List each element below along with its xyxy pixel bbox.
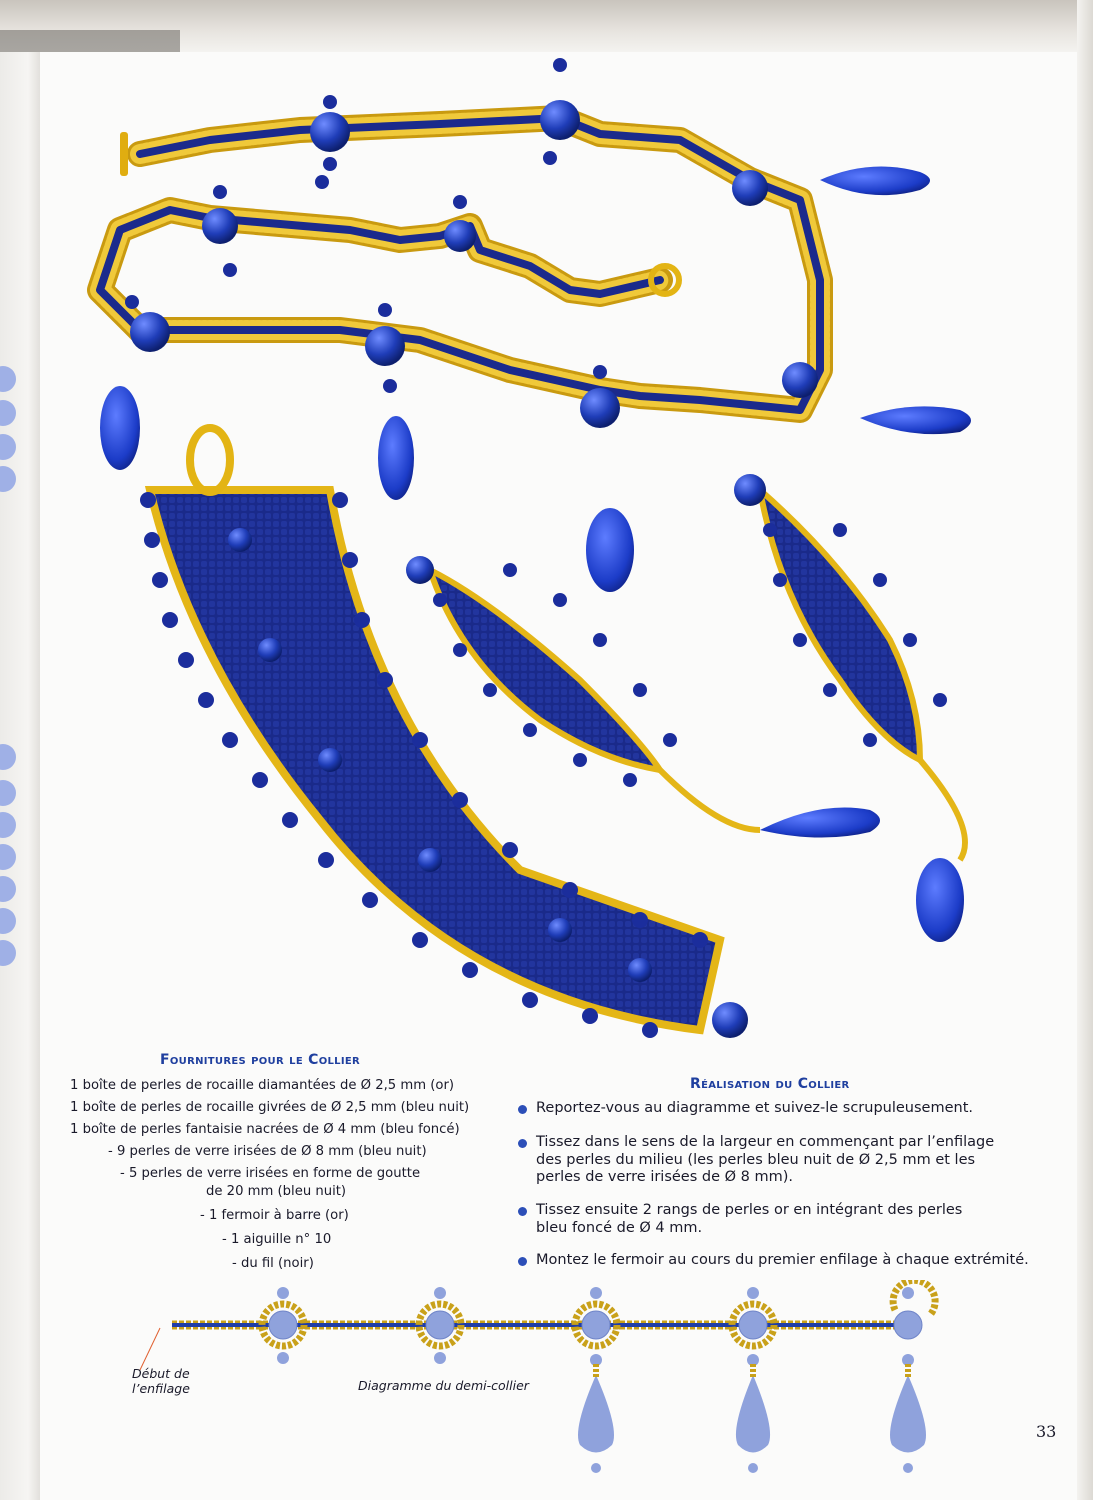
- supply-item: 1 boîte de perles de rocaille diamantées de Ø 2,5 mm (or): [70, 1078, 455, 1093]
- supply-item: - 1 aiguille n° 10: [222, 1232, 332, 1247]
- supply-item: 1 boîte de perles de rocaille givrées de Ø 2,5 mm (bleu nuit): [70, 1100, 470, 1115]
- instruction-step: Tissez dans le sens de la largeur en commençant par l’enfilage des perles du milieu (les perles bleu nuit de Ø 2,5 mm et les perles de verre irisées de Ø 8 mm).: [518, 1134, 1016, 1187]
- instruction-step: Reportez-vous au diagramme et suivez-le scrupuleusement.: [518, 1100, 1036, 1118]
- jewelry-photo: [40, 40, 1040, 1060]
- page-edge: [1077, 0, 1093, 1500]
- instructions-heading: Réalisation du Collier: [690, 1076, 850, 1092]
- supplies-heading: Fournitures pour le Collier: [160, 1052, 360, 1068]
- supply-item: - 5 perles de verre irisées en forme de goutte: [120, 1166, 421, 1181]
- supply-item: 1 boîte de perles fantaisie nacrées de Ø 4 mm (bleu foncé): [70, 1122, 460, 1137]
- page-number: 33: [1036, 1422, 1057, 1441]
- diagram-start-label: Début de l’enfilage: [132, 1366, 190, 1396]
- supply-item: - 1 fermoir à barre (or): [200, 1208, 349, 1223]
- instruction-step: Montez le fermoir au cours du premier enfilage à chaque extrémité.: [518, 1252, 1056, 1270]
- diagram-caption: Diagramme du demi-collier: [358, 1378, 529, 1393]
- instruction-step: Tissez ensuite 2 rangs de perles or en intégrant des perles bleu foncé de Ø 4 mm.: [518, 1202, 996, 1237]
- supply-item: de 20 mm (bleu nuit): [206, 1184, 347, 1199]
- supply-item: - 9 perles de verre irisées de Ø 8 mm (bleu nuit): [108, 1144, 427, 1159]
- supply-item: - du fil (noir): [232, 1256, 314, 1271]
